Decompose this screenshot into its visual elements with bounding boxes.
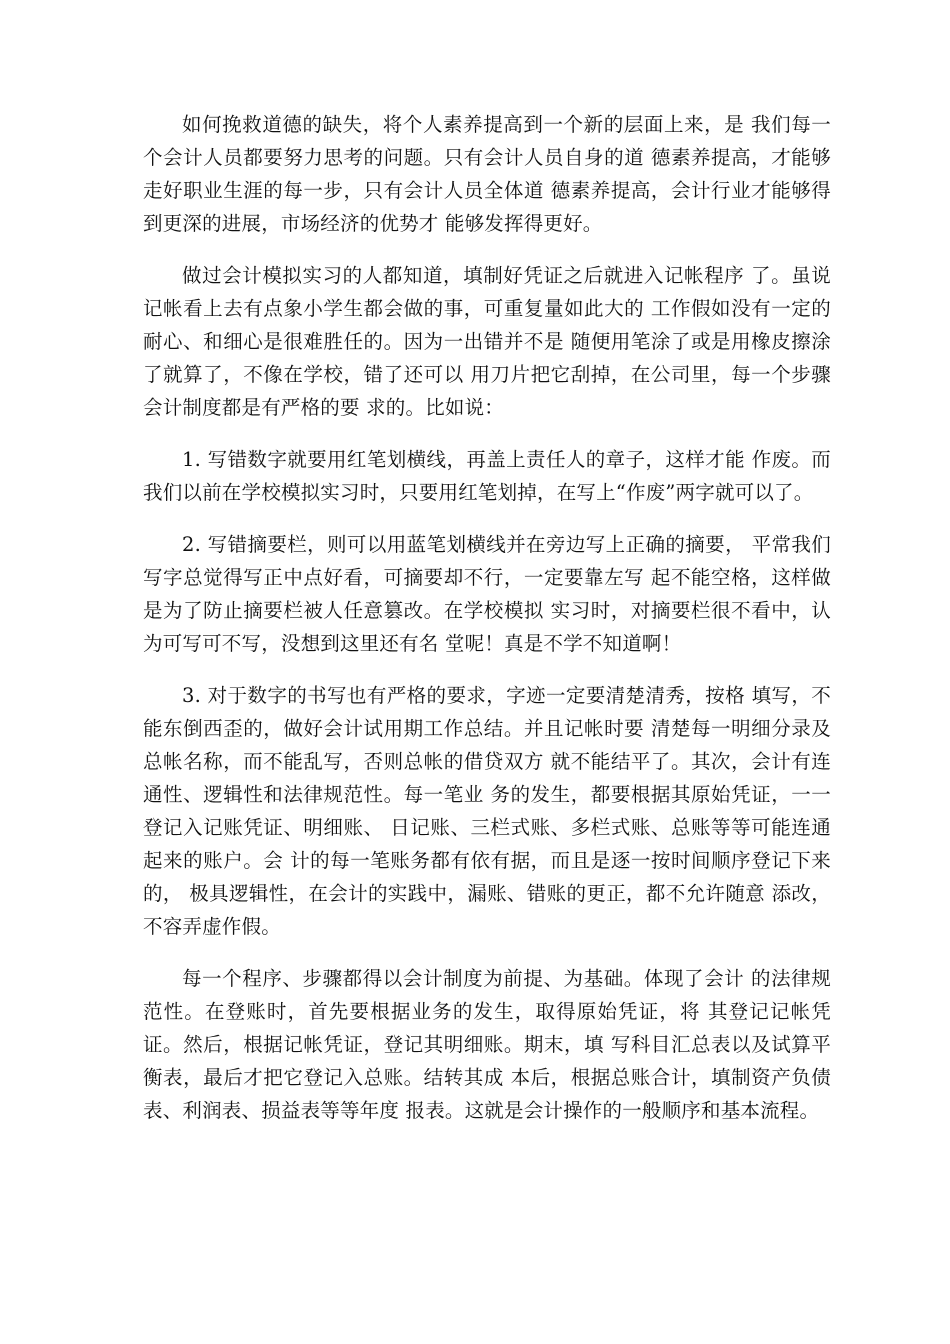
paragraph-rule-2: 2. 写错摘要栏，则可以用蓝笔划横线并在旁边写上正确的摘要， 平常我们写字总觉得写正中点好看，可摘要却不行，一定要靠左写 起不能空格，这样做是为了防止摘要栏被人任意篡改。在学校模拟 实习时，对摘要栏很不看中，认为可写可不写，没想到这里还有名 堂呢！真是不学不知道啊！	[143, 533, 831, 655]
document-body	[143, 108, 831, 1127]
paragraph-rule-1: 1. 写错数字就要用红笔划横线，再盖上责任人的章子，这样才能 作废。而我们以前在学校模拟实习时，只要用红笔划掉，在写上“作废”两字就可以了。	[143, 448, 831, 504]
paragraph-rule-3: 3. 对于数字的书写也有严格的要求，字迹一定要清楚清秀，按格 填写，不能东倒西歪的，做好会计试用期工作总结。并且记帐时要 清楚每一明细分录及总帐名称，而不能乱写，否则总帐的借贷双方 就不能结平了。其次，会计有连通性、逻辑性和法律规范性。每一笔业 务的发生，都要根据其原始凭证，一一登记入记账凭证、明细账、 日记账、三栏式账、多栏式账、总账等等可能连通起来的账户。会 计的每一笔账务都有依有据，而且是逐一按时间顺序登记下来的， 极具逻辑性，在会计的实践中，漏账、错账的更正，都不允许随意 添改，不容弄虚作假。	[143, 684, 831, 938]
paragraph-moral-cultivation: 如何挽救道德的缺失，将个人素养提高到一个新的层面上来，是 我们每一个会计人员都要努力思考的问题。只有会计人员自身的道 德素养提高，才能够走好职业生涯的每一步，只有会计人员全体道 德素养提高，会计行业才能够得到更深的进展，市场经济的优势才 能够发挥得更好。	[143, 113, 831, 235]
paragraph-procedure: 每一个程序、步骤都得以会计制度为前提、为基础。体现了会计 的法律规范性。在登账时，首先要根据业务的发生，取得原始凭证，将 其登记记帐凭证。然后，根据记帐凭证，登记其明细账。期末，填 写科目汇总表以及试算平衡表，最后才把它登记入总账。结转其成 本后，根据总账合计，填制资产负债表、利润表、损益表等等年度 报表。这就是会计操作的一般顺序和基本流程。	[143, 967, 831, 1122]
paragraph-bookkeeping-intro: 做过会计模拟实习的人都知道，填制好凭证之后就进入记帐程序 了。虽说记帐看上去有点象小学生都会做的事，可重复量如此大的 工作假如没有一定的耐心、和细心是很难胜任的。因为一出错并不是 随便用笔涂了或是用橡皮擦涂了就算了，不像在学校，错了还可以 用刀片把它刮掉，在公司里，每一个步骤会计制度都是有严格的要 求的。比如说：	[143, 264, 831, 419]
